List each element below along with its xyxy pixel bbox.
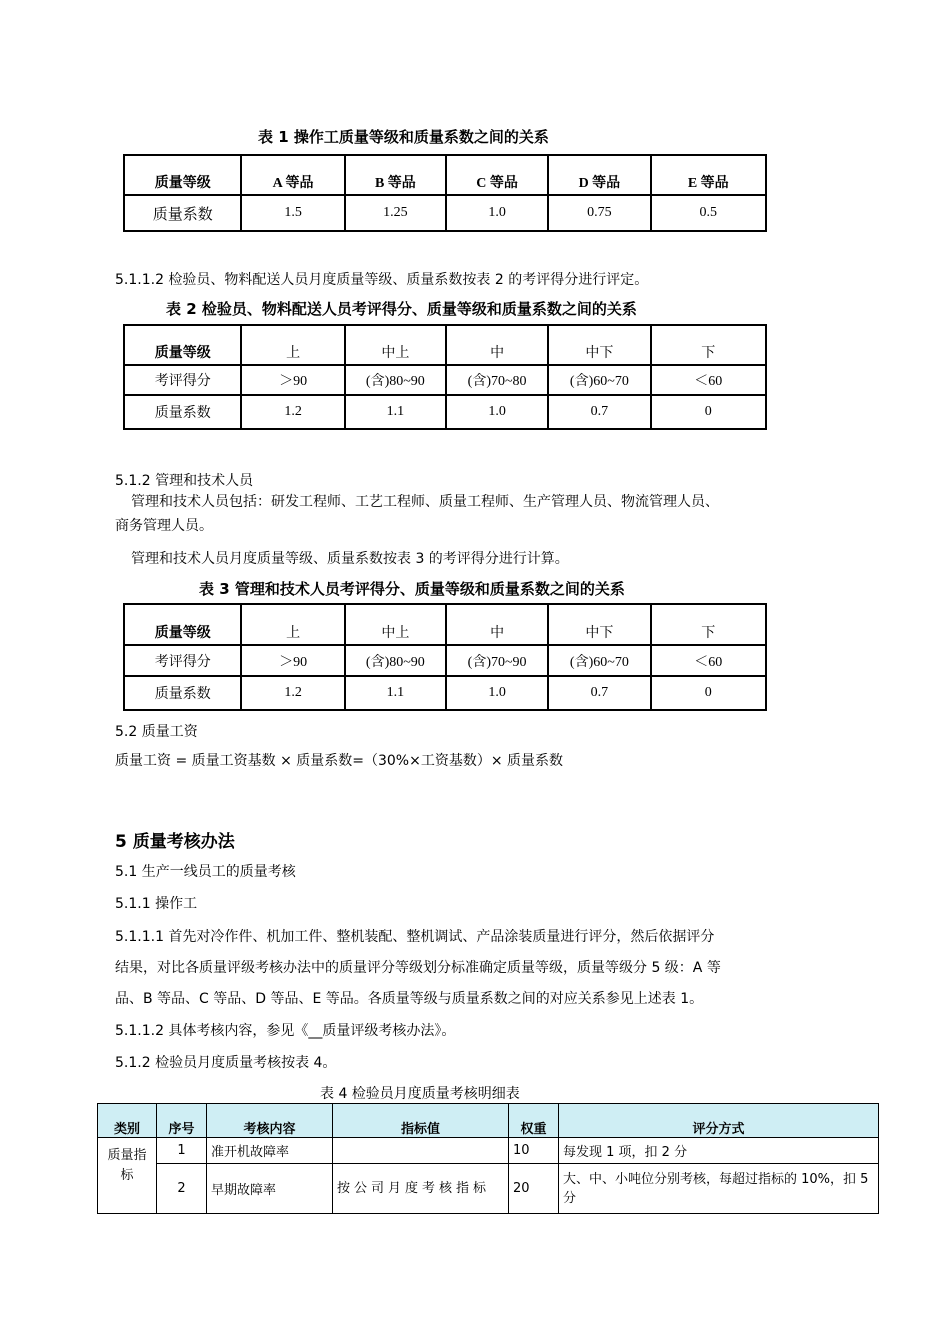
table1-caption: 表 1 操作工质量等级和质量系数之间的关系 (258, 128, 549, 146)
table-row (124, 365, 766, 395)
table4-category-label: 质量指标 (107, 1148, 147, 1183)
table3-cell: 1.0 (446, 676, 548, 710)
table1 (123, 154, 767, 232)
table2-header-cell: 质量等级 (124, 325, 241, 365)
paragraph: 品、B 等品、C 等品、D 等品、E 等品。各质量等级与质量系数之间的对应关系参见上述表 1。 (115, 991, 704, 1007)
table3-cell: 0.7 (548, 676, 650, 710)
table1-header-cell: A 等品 (241, 155, 344, 195)
table1-header-cell: 质量等级 (124, 155, 241, 195)
table3-cell: 1.1 (345, 676, 446, 710)
table3-cell: ＞90 (241, 645, 344, 676)
paragraph: 5.1.1 操作工 (115, 896, 198, 912)
table1-header-cell: D 等品 (548, 155, 650, 195)
table3-cell: (含)70~90 (446, 645, 548, 676)
table1-header-cell: B 等品 (345, 155, 446, 195)
table-row (124, 676, 766, 710)
table1-cell: 1.0 (446, 195, 548, 231)
table1-cell: 1.25 (345, 195, 446, 231)
table3-cell: 0 (651, 676, 766, 710)
table3-cell: 1.2 (241, 676, 344, 710)
table4-cell: 2 (157, 1164, 207, 1214)
table-row (124, 195, 766, 231)
table3-cell: 考评得分 (124, 645, 241, 676)
table4-cell: 每发现 1 项，扣 2 分 (559, 1138, 879, 1164)
table3-caption: 表 3 管理和技术人员考评得分、质量等级和质量系数之间的关系 (199, 580, 625, 598)
table4-cell: 按公司月度考核指标 (333, 1164, 509, 1214)
table2-header-cell: 中 (446, 325, 548, 365)
table2-cell: 0.7 (548, 395, 650, 429)
table-row (124, 395, 766, 429)
paragraph: 5.1.1.2 检验员、物料配送人员月度质量等级、质量系数按表 2 的考评得分进行评定。 (115, 272, 649, 288)
paragraph: 管理和技术人员包括：研发工程师、工艺工程师、质量工程师、生产管理人员、物流管理人员、 (131, 494, 719, 510)
table2-cell: ＞90 (241, 365, 344, 395)
table3-cell: ＜60 (651, 645, 766, 676)
table4-header-cell: 类别 (98, 1104, 157, 1138)
paragraph: 结果，对比各质量评级考核办法中的质量评分等级划分标准确定质量等级，质量等级分 5 级：A 等 (115, 960, 721, 976)
table3-cell: (含)60~70 (548, 645, 650, 676)
table2-cell: (含)70~80 (446, 365, 548, 395)
table3-header-cell: 中上 (345, 604, 446, 645)
table2-cell: 1.1 (345, 395, 446, 429)
table-row (98, 1138, 879, 1164)
table2-cell: 0 (651, 395, 766, 429)
table2 (123, 324, 767, 430)
section-heading: 5 质量考核办法 (115, 832, 235, 852)
table4 (97, 1103, 879, 1214)
paragraph: 管理和技术人员月度质量等级、质量系数按表 3 的考评得分进行计算。 (131, 551, 569, 567)
table4-cell: 早期故障率 (207, 1164, 333, 1214)
table3-header-cell: 下 (651, 604, 766, 645)
paragraph: 5.1.1.1 首先对冷作件、机加工件、整机装配、整机调试、产品涂装质量进行评分，然后依据评分 (115, 929, 715, 945)
section-title: 5.1.2 管理和技术人员 (115, 473, 254, 489)
table2-cell: 1.0 (446, 395, 548, 429)
table2-header-cell: 中下 (548, 325, 650, 365)
paragraph: 5.1.2 检验员月度质量考核按表 4。 (115, 1055, 337, 1071)
table2-cell: 1.2 (241, 395, 344, 429)
table4-header-cell: 评分方式 (559, 1104, 879, 1138)
table4-header-row (98, 1104, 879, 1138)
table3-header-cell: 质量等级 (124, 604, 241, 645)
table2-cell: ＜60 (651, 365, 766, 395)
table-row (98, 1164, 879, 1214)
table-row (124, 645, 766, 676)
formula: 质量工资 = 质量工资基数 × 质量系数=（30%×工资基数）× 质量系数 (115, 753, 564, 769)
table3-header-cell: 中下 (548, 604, 650, 645)
table3-cell: 质量系数 (124, 676, 241, 710)
table4-cell (333, 1138, 509, 1164)
table4-cell: 20 (509, 1164, 559, 1214)
table3-header-row (124, 604, 766, 645)
table2-header-row (124, 325, 766, 365)
table4-header-cell: 指标值 (333, 1104, 509, 1138)
table4-caption: 表 4 检验员月度质量考核明细表 (320, 1086, 520, 1102)
table4-cell: 大、中、小吨位分别考核，每超过指标的 10%，扣 5 分 (559, 1164, 879, 1214)
table3-header-cell: 上 (241, 604, 344, 645)
table3-cell: (含)80~90 (345, 645, 446, 676)
table2-cell: (含)80~90 (345, 365, 446, 395)
paragraph: 5.1 生产一线员工的质量考核 (115, 864, 296, 880)
table4-cell: 10 (509, 1138, 559, 1164)
table1-cell: 质量系数 (124, 195, 241, 231)
paragraph: 5.1.1.2 具体考核内容，参见《__质量评级考核办法》。 (115, 1023, 456, 1039)
table2-cell: 考评得分 (124, 365, 241, 395)
table4-header-cell: 权重 (509, 1104, 559, 1138)
table2-header-cell: 上 (241, 325, 344, 365)
table1-header-row (124, 155, 766, 195)
table4-header-cell: 考核内容 (207, 1104, 333, 1138)
table2-caption: 表 2 检验员、物料配送人员考评得分、质量等级和质量系数之间的关系 (166, 300, 637, 318)
section-title: 5.2 质量工资 (115, 724, 198, 740)
table1-cell: 0.75 (548, 195, 650, 231)
table2-header-cell: 中上 (345, 325, 446, 365)
table4-header-cell: 序号 (157, 1104, 207, 1138)
table2-header-cell: 下 (651, 325, 766, 365)
table4-cell: 准开机故障率 (207, 1138, 333, 1164)
paragraph: 商务管理人员。 (115, 518, 213, 534)
table2-cell: (含)60~70 (548, 365, 650, 395)
table3 (123, 603, 767, 711)
table4-cell: 1 (157, 1138, 207, 1164)
table4-category (98, 1138, 157, 1214)
table3-header-cell: 中 (446, 604, 548, 645)
table1-cell: 0.5 (651, 195, 766, 231)
table1-header-cell: C 等品 (446, 155, 548, 195)
table2-cell: 质量系数 (124, 395, 241, 429)
table1-header-cell: E 等品 (651, 155, 766, 195)
table1-cell: 1.5 (241, 195, 344, 231)
